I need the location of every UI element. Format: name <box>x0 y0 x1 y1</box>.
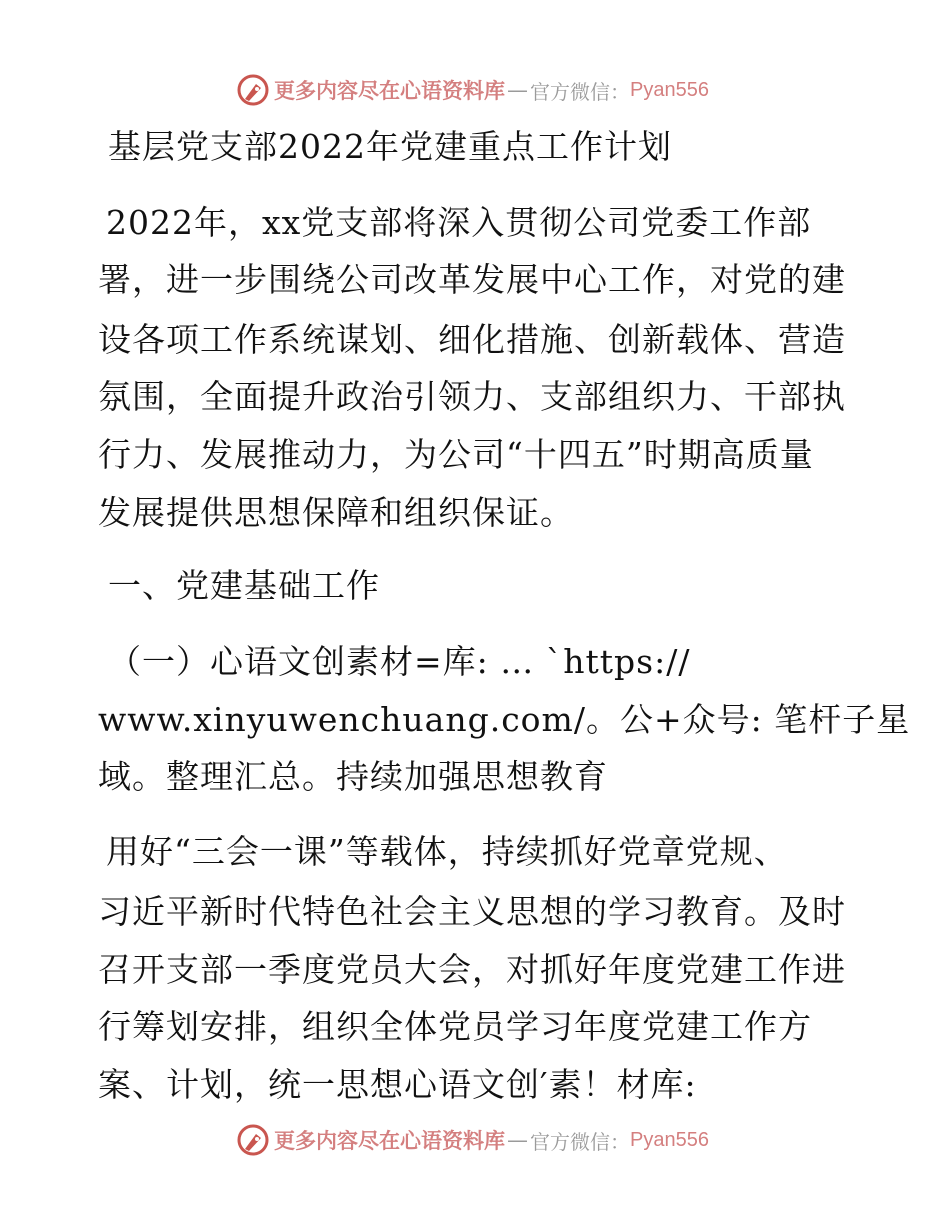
footer-watermark <box>236 1122 709 1158</box>
body-line-5: 案、计划，统一思想心语文创′素！材库: <box>98 1065 697 1104</box>
body-line-4: 行筹划安排，组织全体党员学习年度党建工作方 <box>98 1007 812 1046</box>
intro-line-5: 行力、发展推动力，为公司“十四五”时期高质量 <box>98 435 814 474</box>
section-heading: 一、党建基础工作 <box>108 566 380 605</box>
watermark-dash: — <box>507 78 528 102</box>
subsection-line-2: www.xinyuwenchuang.com/。公+众号: 笔杆子星 <box>98 700 911 739</box>
watermark-wechat-id: Pyan556 <box>630 78 709 101</box>
intro-line-6: 发展提供思想保障和组织保证。 <box>98 493 574 532</box>
header-watermark <box>236 72 709 108</box>
body-line-2: 习近平新时代特色社会主义思想的学习教育。及时 <box>98 892 846 931</box>
body-line-3: 召开支部一季度党员大会，对抓好年度党建工作进 <box>98 950 846 989</box>
body-line-1: 用好“三会一课”等载体，持续抓好党章党规、 <box>106 832 788 871</box>
watermark-official-label: 官方微信： <box>530 1129 630 1154</box>
watermark-text: 更多内容尽在心语资料库 <box>274 78 505 103</box>
pen-nib-logo-icon <box>236 1123 270 1157</box>
subsection-line-3: 域。整理汇总。持续加强思想教育 <box>98 757 608 796</box>
intro-line-3: 设各项工作系统谋划、细化措施、创新载体、营造 <box>98 320 846 359</box>
subsection-line-1: （一）心语文创素材=库: … `https:// <box>108 642 691 681</box>
watermark-dash: — <box>507 1128 528 1152</box>
intro-line-4: 氛围，全面提升政治引领力、支部组织力、干部执 <box>98 377 846 416</box>
intro-line-2: 署，进一步围绕公司改革发展中心工作，对党的建 <box>98 260 846 299</box>
watermark-official-label: 官方微信： <box>530 79 630 104</box>
watermark-wechat-id: Pyan556 <box>630 1128 709 1151</box>
watermark-text: 更多内容尽在心语资料库 <box>274 1128 505 1153</box>
document-title: 基层党支部2022年党建重点工作计划 <box>108 127 672 166</box>
intro-line-1: 2022年，xx党支部将深入贯彻公司党委工作部 <box>106 203 812 242</box>
pen-nib-logo-icon <box>236 73 270 107</box>
